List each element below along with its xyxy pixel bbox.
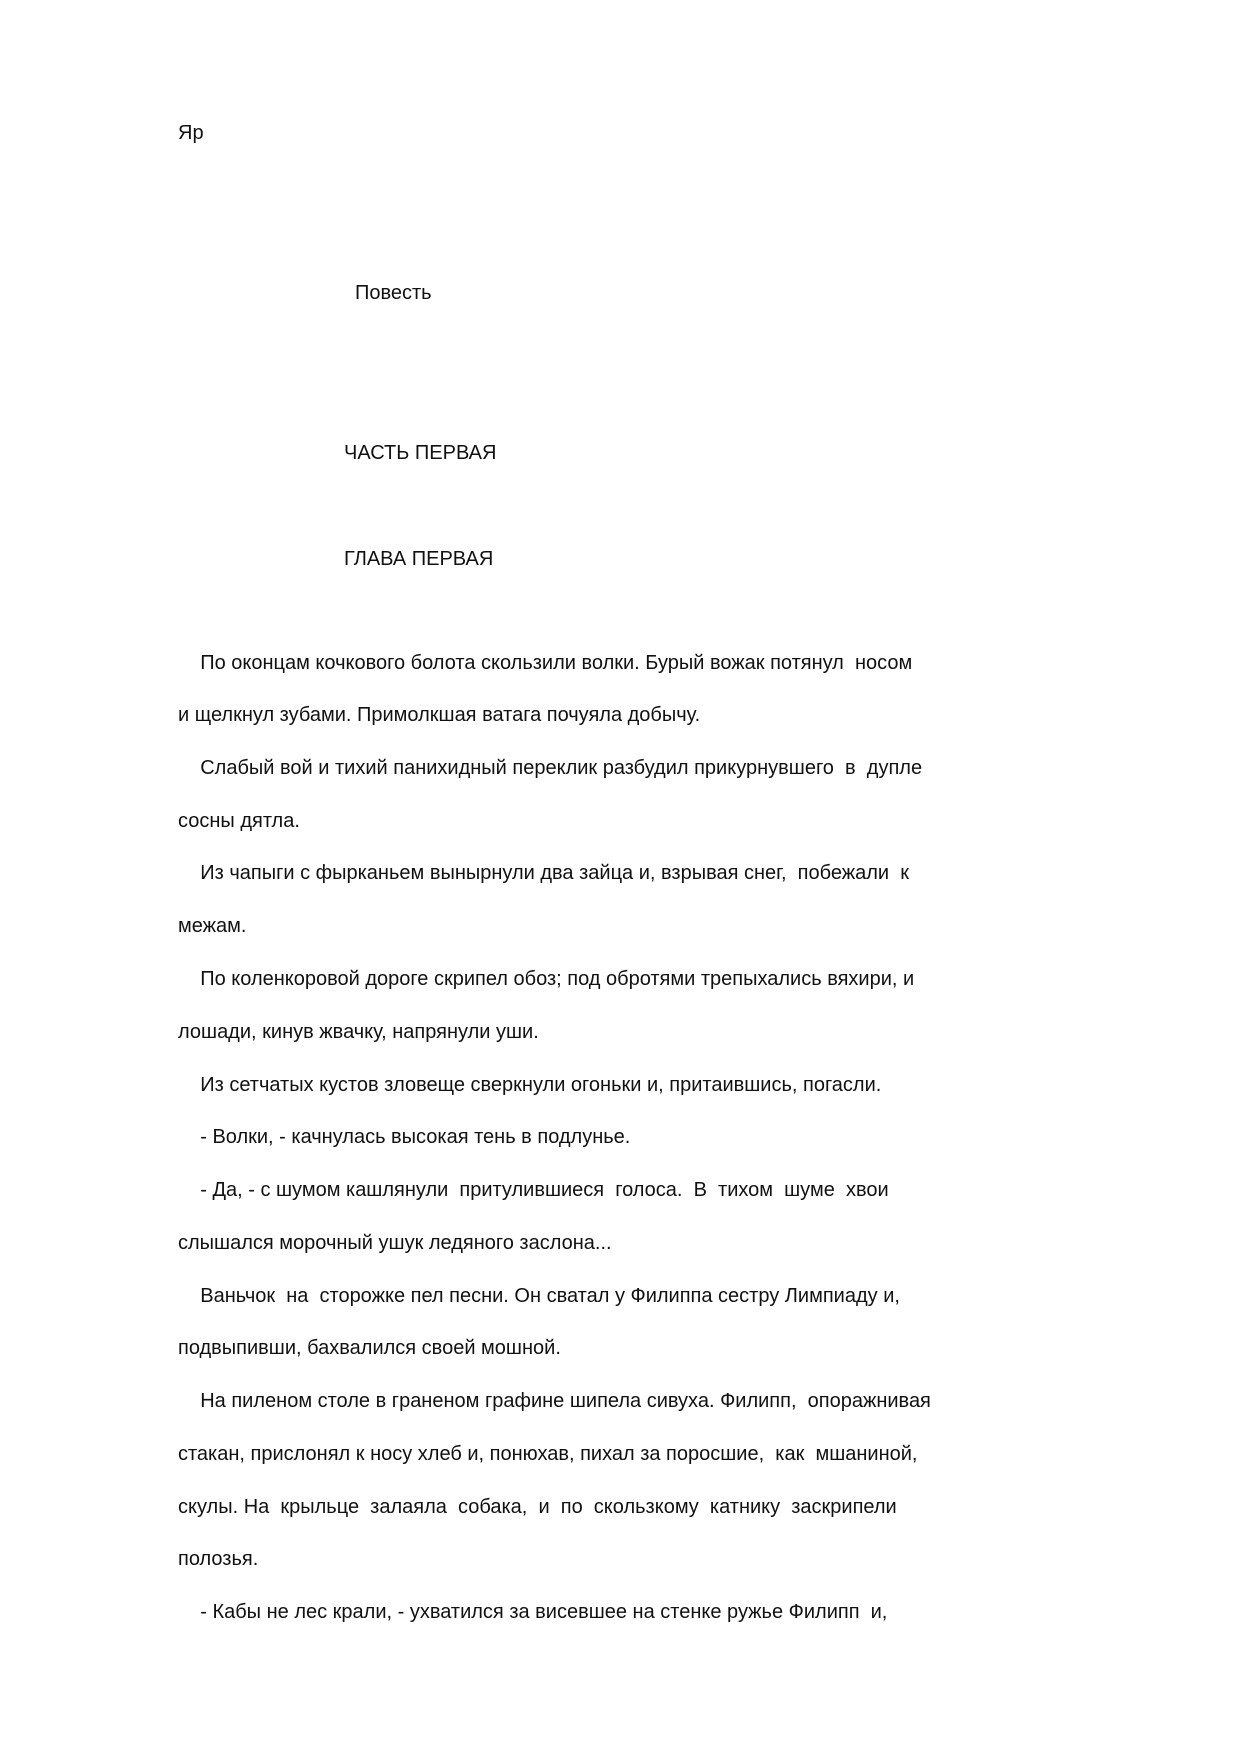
text-line: На пиленом столе в граненом графине шипела сивуха. Филипп, опоражнивая: [178, 1390, 931, 1412]
text-line: сосны дятла.: [178, 810, 300, 832]
text-line: стакан, прислонял к носу хлеб и, понюхав, пихал за поросшие, как мшаниной,: [178, 1443, 918, 1465]
text-line: и щелкнул зубами. Примолкшая ватага почуяла добычу.: [178, 704, 701, 726]
part-title: ЧАСТЬ ПЕРВАЯ: [344, 442, 497, 464]
text-line: - Да, - с шумом кашлянули притулившиеся голоса. В тихом шуме хвои: [178, 1179, 889, 1201]
text-line: полозья.: [178, 1548, 259, 1570]
text-line: - Кабы не лес крали, - ухватился за висевшее на стенке ружье Филипп и,: [178, 1601, 888, 1623]
text-line: Ваньчок на сторожке пел песни. Он сватал у Филиппа сестру Лимпиаду и,: [178, 1285, 900, 1307]
genre-label: Повесть: [355, 282, 432, 304]
text-line: подвыпивши, бахвалился своей мошной.: [178, 1337, 561, 1359]
author-name: Яр: [178, 122, 204, 144]
text-line: Из сетчатых кустов зловеще сверкнули огоньки и, притаившись, погасли.: [178, 1074, 882, 1096]
text-line: - Волки, - качнулась высокая тень в подлунье.: [178, 1126, 631, 1148]
text-line: межам.: [178, 915, 247, 937]
text-line: Слабый вой и тихий панихидный переклик разбудил прикурнувшего в дупле: [178, 757, 923, 779]
chapter-title: ГЛАВА ПЕРВАЯ: [344, 548, 494, 570]
text-line: слышался морочный ушук ледяного заслона...: [178, 1232, 612, 1254]
text-line: По коленкоровой дороге скрипел обоз; под обротями трепыхались вяхири, и: [178, 968, 915, 990]
text-line: По оконцам кочкового болота скользили волки. Бурый вожак потянул носом: [178, 652, 913, 674]
text-line: лошади, кинув жвачку, напрянули уши.: [178, 1021, 539, 1043]
text-line: Из чапыги с фырканьем вынырнули два зайца и, взрывая снег, побежали к: [178, 862, 909, 884]
text-line: скулы. На крыльце залаяла собака, и по скользкому катнику заскрипели: [178, 1496, 897, 1518]
